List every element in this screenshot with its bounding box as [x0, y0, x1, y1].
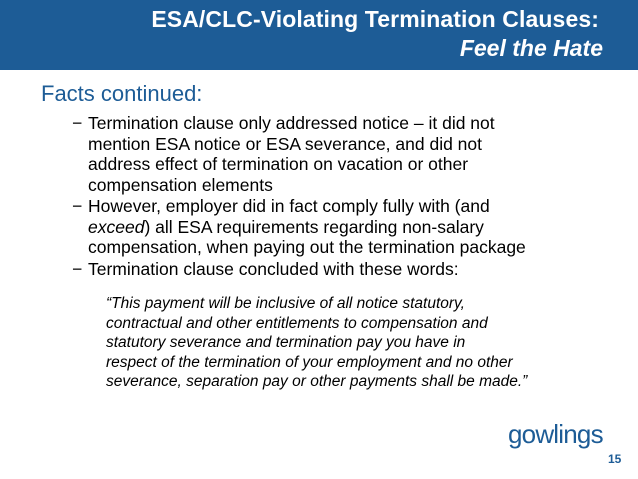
bullet-item [72, 259, 612, 280]
bullet-item [72, 113, 612, 195]
quote-line: statutory severance and termination pay you have in [106, 334, 466, 351]
section-heading: Facts continued: [41, 81, 203, 106]
bullet-text-line: address effect of termination on vacation or other [88, 154, 469, 174]
bullet-text-line: compensation elements [88, 174, 273, 195]
quote-line: “This payment will be inclusive of all notice statutory, [106, 295, 465, 312]
bullet-text-line: compensation, when paying out the termination package [88, 237, 526, 257]
quote-line: severance, separation pay or other payments shall be made.” [106, 373, 528, 390]
bullet-item [72, 196, 612, 258]
emphasis-text: exceed [88, 216, 145, 237]
bullet-dash: − [72, 196, 83, 216]
bullet-list [72, 113, 612, 280]
gowlings-logo: gowlings [508, 419, 603, 449]
bullet-text-line: Termination clause concluded with these words: [88, 258, 459, 279]
slide-title: ESA/CLC-Violating Termination Clauses: [151, 6, 599, 32]
page-number: 15 [608, 452, 622, 466]
bullet-text-line: mention ESA notice or ESA severance, and did not [88, 133, 482, 154]
slide-subtitle: Feel the Hate [459, 35, 603, 61]
quoted-clause [106, 294, 616, 392]
bullet-dash: − [72, 113, 83, 133]
bullet-text-line [88, 217, 612, 238]
bullet-text-fragment: ) all ESA requirements regarding non-salary [144, 216, 484, 237]
quote-line: respect of the termination of your employment and no other [106, 353, 513, 371]
quote-line: contractual and other entitlements to compensation and [106, 314, 488, 332]
bullet-dash: − [72, 258, 83, 279]
bullet-text-line: However, employer did in fact comply fully with (and [88, 196, 490, 216]
bullet-text-line: Termination clause only addressed notice – it did not [88, 113, 495, 133]
title-bar [0, 0, 638, 70]
